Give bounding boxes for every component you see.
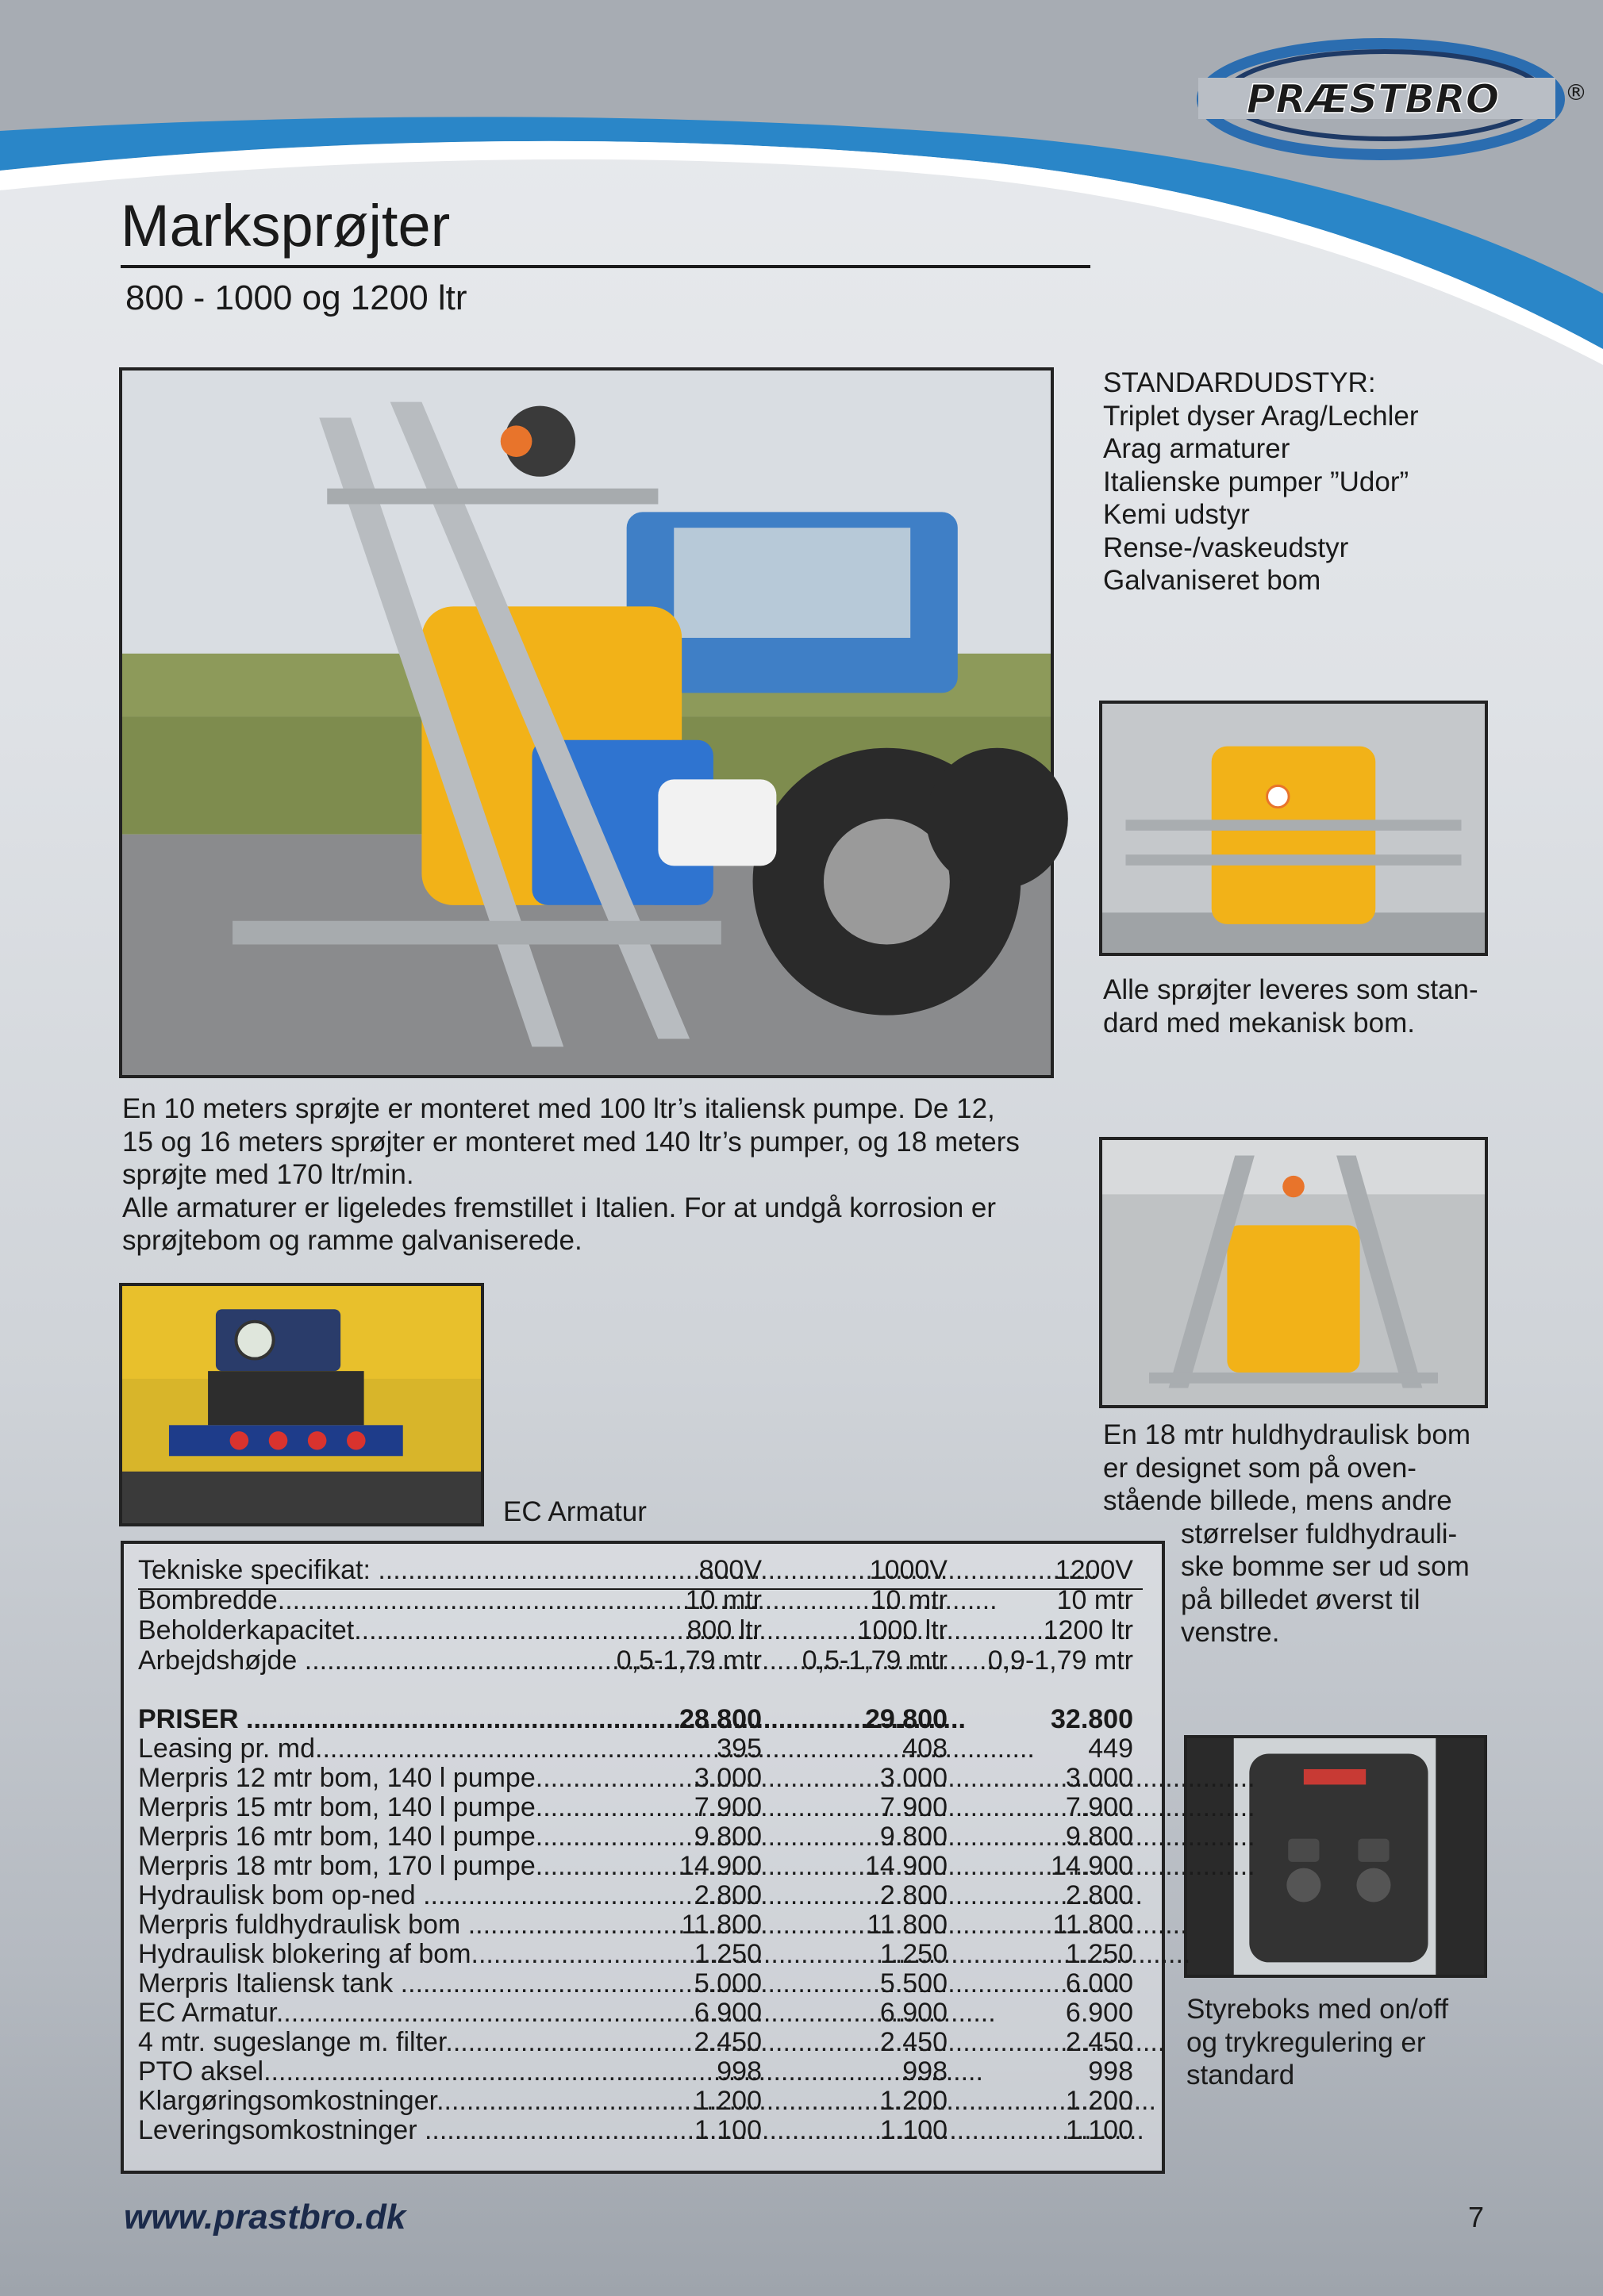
caption-line: standard [1186, 2060, 1295, 2091]
standard-item: Rense-/vaskeudstyr [1103, 532, 1349, 563]
intro-paragraph [122, 1092, 1059, 1257]
caption-line: og trykregulering er [1186, 2026, 1426, 2058]
col-1000v: 1000V [869, 1555, 948, 1585]
svg-text:PRÆSTBRO: PRÆSTBRO [1246, 76, 1500, 122]
table-row: 4 mtr. sugeslange m. filter ..... 2.450 2.450 2.450 [138, 2027, 1162, 2057]
table-row: Hydraulisk bom op-ned ..... 2.800 2.800 2.800 [138, 1880, 1162, 1910]
ec-armatur-photo [119, 1283, 484, 1526]
website-link[interactable]: www.prastbro.dk [124, 2198, 406, 2236]
sprayer-tractor-photo [119, 367, 1054, 1078]
prices-heading-row: PRISER ..... 28.800 29.800 32.800 [138, 1704, 1162, 1734]
standard-item: Arag armaturer [1103, 433, 1290, 464]
caption-line: venstre. [1181, 1617, 1280, 1648]
table-row: EC Armatur ..... 6.900 6.900 6.900 [138, 1998, 1162, 2028]
table-row: Merpris 15 mtr bom, 140 l pumpe ..... 7.900 7.900 7.900 [138, 1792, 1162, 1822]
paragraph-line: sprøjte med 170 ltr/min. [122, 1159, 414, 1190]
table-row: Merpris 18 mtr bom, 170 l pumpe ..... 14.900 14.900 14.900 [138, 1851, 1162, 1881]
table-row: Leveringsomkostninger ..... 1.100 1.100 1.100 [138, 2115, 1162, 2145]
page-number: 7 [1468, 2201, 1485, 2233]
table-row: Merpris 16 mtr bom, 140 l pumpe ..... 9.800 9.800 9.800 [138, 1822, 1162, 1852]
table-row: PTO aksel ..... 998 998 998 [138, 2056, 1162, 2087]
table-row: Bombredde ..... 10 mtr 10 mtr 10 mtr [138, 1585, 1162, 1615]
table-row: Merpris 12 mtr bom, 140 l pumpe ..... 3.000 3.000 3.000 [138, 1763, 1162, 1793]
ec-armatur-caption: EC Armatur [503, 1496, 647, 1527]
caption-line: En 18 mtr huldhydraulisk bom [1103, 1419, 1470, 1450]
caption-line: ske bomme ser ud som [1181, 1551, 1470, 1582]
caption-line: Alle sprøjter leveres som stan- [1103, 974, 1478, 1005]
table-row: Leasing pr. md ..... 395 408 449 [138, 1734, 1162, 1764]
praestbro-logo [1190, 32, 1587, 167]
paragraph-line: sprøjtebom og ramme galvaniserede. [122, 1225, 582, 1256]
caption-line: er designet som på oven- [1103, 1452, 1417, 1484]
table-row: Beholderkapacitet ..... 800 ltr 1000 ltr 1200 ltr [138, 1615, 1162, 1645]
standard-equipment [1103, 367, 1547, 597]
title-divider [121, 265, 1090, 268]
control-box-caption [1186, 1993, 1536, 2092]
paragraph-line: Alle armaturer er ligeledes fremstillet i Italien. For at undgå korrosion er [122, 1192, 997, 1223]
table-row: Arbejdshøjde ..... 0,5-1,79 mtr 0,5-1,79 mtr 0,9-1,79 mtr [138, 1645, 1162, 1676]
standard-item: Kemi udstyr [1103, 499, 1250, 530]
col-1200v: 1200V [1055, 1555, 1133, 1585]
col-800v: 800V [698, 1555, 762, 1585]
mechanical-caption [1103, 973, 1547, 1039]
table-row: Klargøringsomkostninger ..... 1.200 1.200 1.200 [138, 2086, 1162, 2116]
hydraulic-caption [1103, 1419, 1579, 1649]
caption-line: Styreboks med on/off [1186, 1994, 1449, 2025]
standard-heading: STANDARDUDSTYR: [1103, 367, 1376, 398]
paragraph-line: En 10 meters sprøjte er monteret med 100 ltr’s italiensk pumpe. De 12, [122, 1093, 995, 1124]
standard-item: Italienske pumper ”Udor” [1103, 466, 1409, 497]
hydraulic-boom-photo [1099, 1137, 1488, 1408]
paragraph-line: 15 og 16 meters sprøjter er monteret med 140 ltr’s pumper, og 18 meters [122, 1126, 1020, 1158]
table-row: Hydraulisk blokering af bom ..... 1.250 1.250 1.250 [138, 1939, 1162, 1969]
caption-line: dard med mekanisk bom. [1103, 1007, 1415, 1039]
spec-header-row [138, 1555, 1162, 1585]
spec-price-table [121, 1541, 1165, 2174]
table-row: Merpris fuldhydraulisk bom ..... 11.800 11.800 11.800 [138, 1910, 1162, 1940]
caption-line: på billedet øverst til [1181, 1584, 1420, 1615]
caption-line: stående billede, mens andre [1103, 1485, 1452, 1516]
mechanical-boom-photo [1099, 701, 1488, 956]
page-title: Marksprøjter [121, 193, 451, 259]
standard-item: Triplet dyser Arag/Lechler [1103, 400, 1419, 432]
spec-header-label: Tekniske specifikat: ..... [138, 1555, 587, 1585]
table-row: Merpris Italiensk tank ..... 5.000 5.500 6.000 [138, 1968, 1162, 1998]
page-subtitle: 800 - 1000 og 1200 ltr [125, 278, 467, 317]
standard-item: Galvaniseret bom [1103, 565, 1321, 596]
caption-line: størrelser fuldhydrauli- [1181, 1518, 1458, 1549]
svg-text:®: ® [1565, 79, 1587, 106]
